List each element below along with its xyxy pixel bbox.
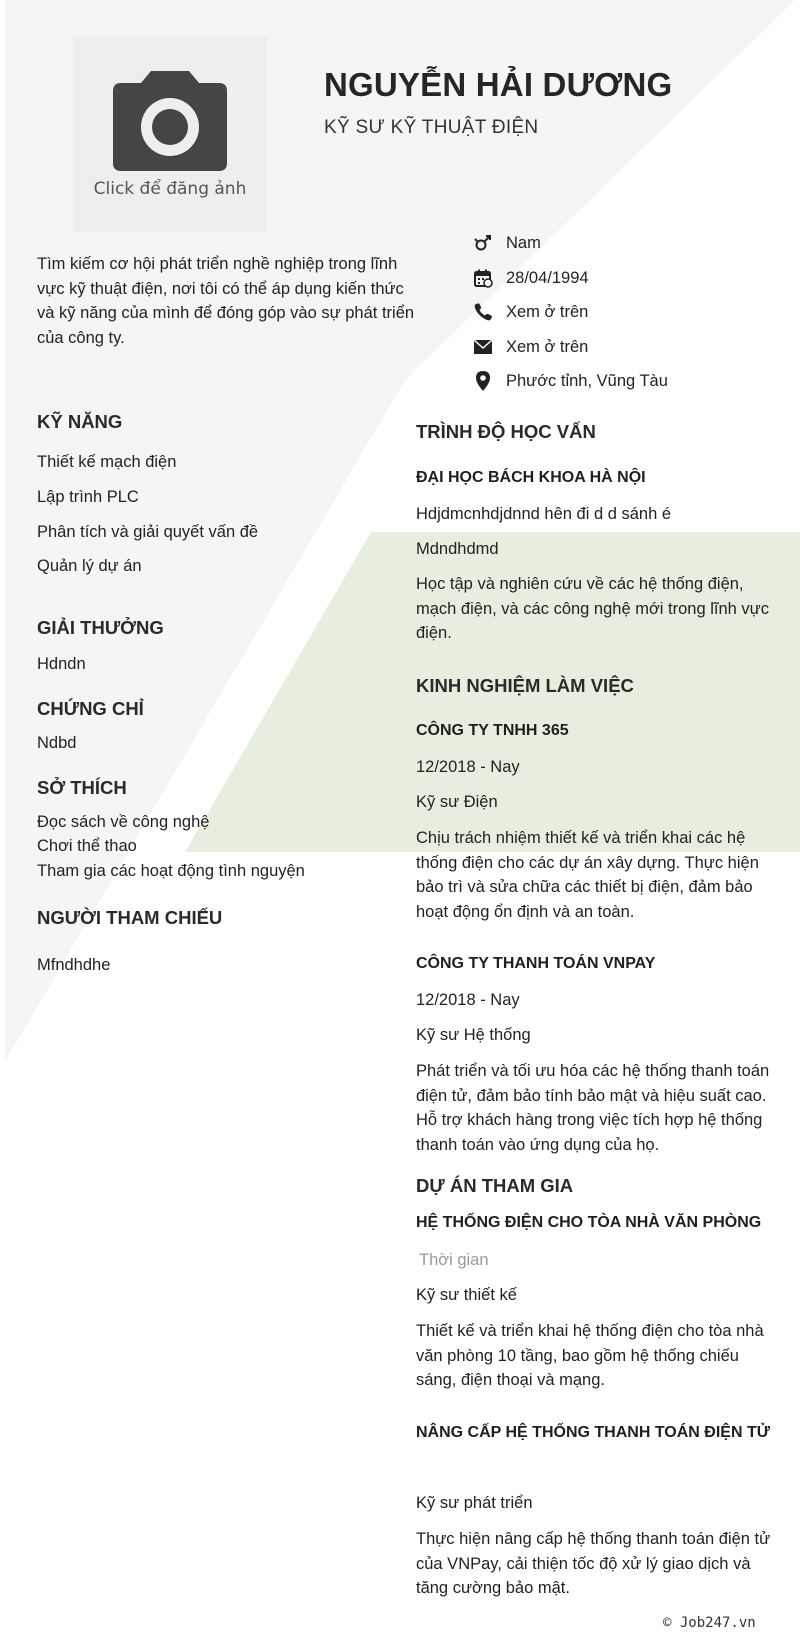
education-major: Hdjdmcnhdjdnnd hên đi d d sánh é [416, 505, 672, 523]
certificates-section-title: CHỨNG CHỈ [37, 698, 144, 719]
skill-item: Lập trình PLC [37, 488, 139, 506]
contact-birthday-value: 28/04/1994 [506, 268, 589, 287]
contact-phone-value: Xem ở trên [506, 302, 589, 321]
job-period: 12/2018 - Nay [416, 758, 520, 776]
skills-section-title: KỸ NĂNG [37, 411, 123, 432]
education-school: ĐẠI HỌC BÁCH KHOA HÀ NỘI [416, 469, 646, 486]
candidate-title: KỸ SƯ KỸ THUẬT ĐIỆN [324, 117, 539, 138]
hobbies-section-title: SỞ THÍCH [37, 777, 127, 798]
contact-birthday [472, 264, 792, 292]
calendar-icon [472, 267, 494, 289]
contact-address [472, 367, 792, 395]
phone-icon [472, 301, 494, 323]
project-name: HỆ THỐNG ĐIỆN CHO TÒA NHÀ VĂN PHÒNG [416, 1214, 762, 1231]
mail-icon [472, 336, 494, 358]
location-icon [472, 370, 494, 392]
skill-item: Quản lý dự án [37, 557, 142, 575]
skill-item: Thiết kế mạch điện [37, 453, 177, 471]
contact-email [472, 333, 792, 361]
hobby-item: Tham gia các hoạt động tình nguyện [37, 862, 305, 880]
project-role: Kỹ sư phát triển [416, 1494, 533, 1512]
project-role: Kỹ sư thiết kế [416, 1286, 517, 1304]
profile-photo-upload[interactable] [73, 36, 267, 232]
award-item: Hdndn [37, 655, 86, 673]
experience-section-title: KINH NGHIỆM LÀM VIỆC [416, 675, 634, 696]
job-company: CÔNG TY TNHH 365 [416, 722, 569, 739]
contact-address-value: Phước tỉnh, Vũng Tàu [506, 371, 668, 390]
candidate-name: NGUYỄN HẢI DƯƠNG [324, 66, 673, 103]
education-degree: Mdndhdmd [416, 540, 499, 558]
job-period: 12/2018 - Nay [416, 991, 520, 1009]
job-role: Kỹ sư Hệ thống [416, 1026, 531, 1044]
project-period-placeholder: Thời gian [419, 1251, 489, 1269]
reference-item: Mfndhdhe [37, 956, 111, 974]
education-section-title: TRÌNH ĐỘ HỌC VẤN [416, 421, 596, 442]
skill-item: Phân tích và giải quyết vấn đề [37, 523, 259, 541]
camera-icon [111, 69, 229, 173]
contact-phone [472, 298, 792, 326]
project-name: NÂNG CẤP HỆ THỐNG THANH TOÁN ĐIỆN TỬ [416, 1424, 771, 1441]
certificate-item: Ndbd [37, 734, 77, 752]
project-description: Thực hiện nâng cấp hệ thống thanh toán điện tử của VNPay, cải thiện tốc độ xử lý giao dịch và tăng cường bảo mật. [416, 1530, 771, 1597]
awards-section-title: GIẢI THƯỞNG [37, 617, 164, 638]
hobby-item: Chơi thể thao [37, 837, 137, 855]
career-objective: Tìm kiếm cơ hội phát triển nghề nghiệp trong lĩnh vực kỹ thuật điện, nơi tôi có thể áp dụng kiến thức và kỹ năng của mình để đóng góp vào sự phát triển của công ty. [37, 255, 415, 347]
job-description: Chịu trách nhiệm thiết kế và triển khai các hệ thống điện cho các dự án xây dựng. Thực hiện bảo trì và sửa chữa các thiết bị điện, đảm bảo hoạt động ổn định và an toàn. [416, 829, 759, 921]
footer-copyright: © Job247.vn [663, 1615, 756, 1631]
photo-upload-label: Click để đăng ảnh [93, 179, 247, 199]
gender-icon [472, 232, 494, 254]
job-description: Phát triển và tối ưu hóa các hệ thống thanh toán điện tử, đảm bảo tính bảo mật và hiệu suất cao. Hỗ trợ khách hàng trong việc tích hợp hệ thống thanh toán vào ứng dụng của họ. [416, 1062, 770, 1154]
job-company: CÔNG TY THANH TOÁN VNPAY [416, 955, 656, 972]
references-section-title: NGƯỜI THAM CHIẾU [37, 907, 223, 928]
projects-section-title: DỰ ÁN THAM GIA [416, 1175, 574, 1196]
contact-gender [472, 229, 792, 257]
education-description: Học tập và nghiên cứu về các hệ thống điện, mạch điện, và các công nghệ mới trong lĩnh vực điện. [416, 575, 769, 642]
contact-gender-value: Nam [506, 233, 541, 252]
hobby-item: Đọc sách về công nghệ [37, 813, 210, 831]
contact-email-value: Xem ở trên [506, 337, 589, 356]
job-role: Kỹ sư Điện [416, 793, 498, 811]
project-description: Thiết kế và triển khai hệ thống điện cho tòa nhà văn phòng 10 tầng, bao gồm hệ thống chiếu sáng, điện thoại và mạng. [416, 1322, 764, 1389]
